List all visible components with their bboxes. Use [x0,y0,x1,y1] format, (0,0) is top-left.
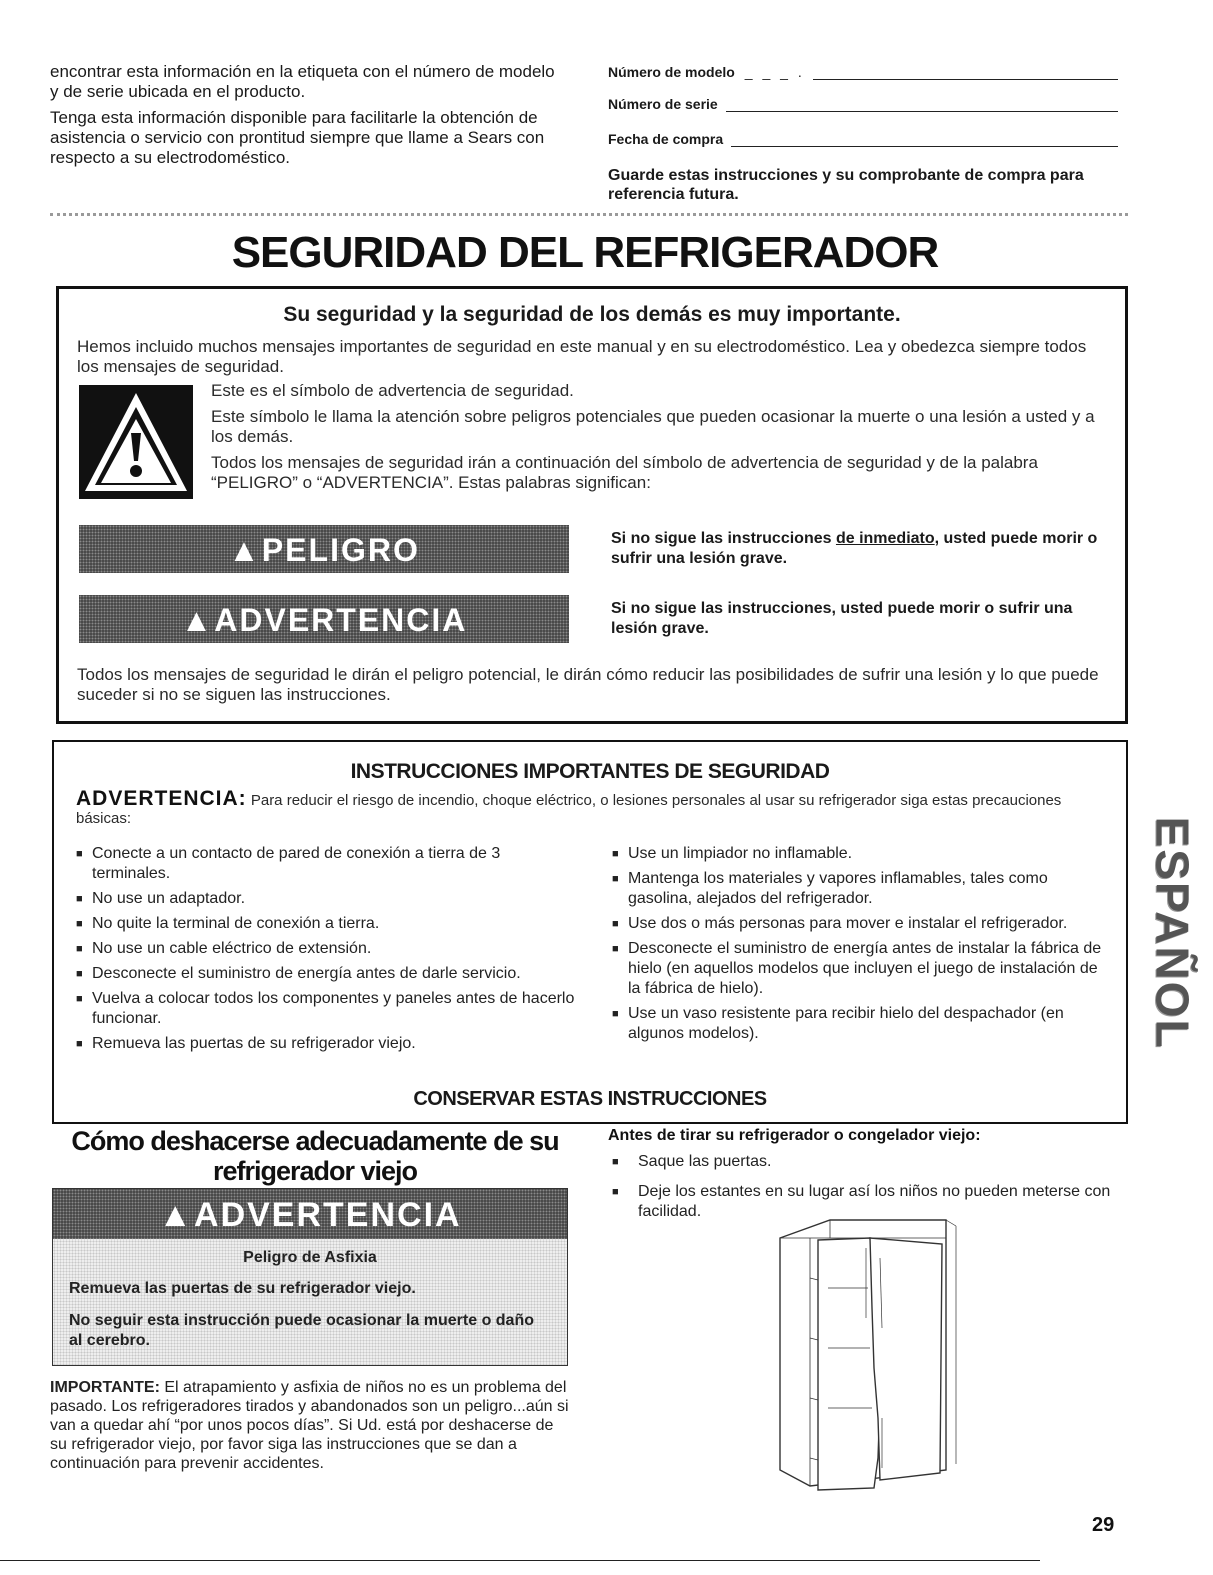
peligro-banner: ▲PELIGRO [79,525,569,573]
safety-subtitle: Su seguridad y la seguridad de los demás es muy importante. [283,303,901,326]
instructions-left-list [76,844,576,1059]
safety-box [56,286,1128,724]
model-number-value: _ _ _ . [744,64,805,80]
peligro-description [611,529,1111,569]
model-number-field [608,64,1118,80]
peligro-text-underlined: de inmediato [835,530,935,547]
list-item: ■ Deje los estantes en su lugar así los niños no pueden meterse con facilidad. [612,1182,1122,1222]
list-item: ■ Use dos o más personas para mover e instalar el refrigerador. [612,914,1104,934]
symbol-line-3: Todos los mensajes de seguridad irán a continuación del símbolo de advertencia de seguridad y de la palabra “PELIGRO” o “ADVERTENCIA”. Estas palabras significan: [211,453,1038,492]
warning-text: Para reducir el riesgo de incendio, choque eléctrico, o lesiones personales al usar su refrigerador siga estas precauciones básicas: [76,792,1062,827]
instructions-box [52,740,1128,1124]
keep-instructions: CONSERVAR ESTAS INSTRUCCIONES [413,1088,767,1110]
bottom-rule [0,1560,1040,1561]
list-item: ■ Vuelva a colocar todos los componentes y paneles antes de hacerlo funcionar. [76,989,576,1029]
intro-paragraph-2: Tenga esta información disponible para facilitarle la obtención de asistencia o servicio con prontitud siempre que llame a Sears con respecto a su electrodoméstico. [50,108,545,167]
intro-paragraph-1: encontrar esta información en la etiqueta con el número de modelo y de serie ubicada en el producto. [50,62,555,101]
purchase-date-line [731,132,1118,147]
symbol-line-2: Este símbolo le llama la atención sobre peligros potenciales que pueden ocasionar la muerte o una lesión a usted y a los demás. [211,407,1095,446]
purchase-date-label: Fecha de compra [608,131,724,147]
serial-number-line [726,97,1118,112]
warning-symbol [79,385,193,499]
list-item: ■ No use un cable eléctrico de extensión. [76,939,576,959]
instructions-right-list [612,844,1104,1049]
hazard-title: Peligro de Asfixia [243,1249,377,1266]
purchase-date-field [608,131,1118,147]
peligro-text-start: Si no sigue las instrucciones [611,530,836,547]
alert-triangle-icon [79,385,193,499]
language-tab-label: ESPAÑOL [1146,816,1199,1049]
warning-word: ADVERTENCIA: [76,787,247,810]
before-disposal-title: Antes de tirar su refrigerador o congelador viejo: [608,1127,981,1144]
page-title: SEGURIDAD DEL REFRIGERADOR [231,228,939,277]
peligro-text-end: , usted puede morir o sufrir una lesión grave. [611,530,1098,567]
list-item: ■ Desconecte el suministro de energía antes de instalar la fábrica de hielo (en aquellos modelos que incluyen el juego de instalación de la fábrica de hielo). [612,939,1104,999]
instructions-title: INSTRUCCIONES IMPORTANTES DE SEGURIDAD [350,760,830,783]
list-item: ■ Remueva las puertas de su refrigerador viejo. [76,1034,576,1054]
list-item: ■ Saque las puertas. [612,1152,1122,1172]
list-item: ■ Use un vaso resistente para recibir hielo del despachador (en algunos modelos). [612,1004,1104,1044]
page-number: 29 [1092,1514,1115,1536]
disposal-warning-banner: ▲ADVERTENCIA [53,1189,567,1239]
advertencia-banner: ▲ADVERTENCIA [79,595,569,643]
keep-receipt-note: Guarde estas instrucciones y su comprobante de compra para referencia futura. [608,167,1084,203]
instructions-warning [76,787,1106,828]
list-item: ■ Mantenga los materiales y vapores inflamables, tales como gasolina, alejados del refrigerador. [612,869,1104,909]
list-item: ■ Desconecte el suministro de energía antes de darle servicio. [76,964,576,984]
list-item: ■ No quite la terminal de conexión a tierra. [76,914,576,934]
model-number-line [813,65,1118,80]
serial-number-label: Número de serie [608,96,718,112]
serial-number-field [608,96,1118,112]
disposal-title: Cómo deshacerse adecuadamente de su refrigerador viejo [71,1126,559,1186]
language-tab [1146,815,1199,1050]
list-item: ■ Use un limpiador no inflamable. [612,844,1104,864]
safety-intro: Hemos incluido muchos mensajes importantes de seguridad en este manual y en su electrodoméstico. Lea y obedezca siempre todos los mensajes de seguridad. [77,337,1087,376]
safety-footer: Todos los mensajes de seguridad le dirán el peligro potencial, le dirán cómo reducir las posibilidades de sufrir una lesión y lo que puede suceder si no se siguen las instrucciones. [77,665,1099,704]
disposal-warning-box [52,1188,568,1366]
dotted-divider [50,213,1128,216]
intro-text [50,62,560,168]
list-item: ■ No use un adaptador. [76,889,576,909]
advertencia-description: Si no sigue las instrucciones, usted puede morir o sufrir una lesión grave. [611,600,1073,637]
important-text: El atrapamiento y asfixia de niños no es un problema del pasado. Los refrigeradores tirados y abandonados son un peligro...aún si van a quedar ahí “por unos pocos días”. Si Ud. está por deshacerse de su refrigerador viejo, por favor siga las instrucciones que se dan a continuación para prevenir accidentes. [50,1379,569,1472]
list-item: ■ Conecte a un contacto de pared de conexión a tierra de 3 terminales. [76,844,576,884]
before-disposal-list [612,1152,1122,1227]
hazard-line-1: Remueva las puertas de su refrigerador viejo. [69,1280,416,1297]
important-paragraph [50,1378,570,1473]
model-number-label: Número de modelo [608,64,735,80]
symbol-description [211,381,1111,493]
symbol-line-1: Este es el símbolo de advertencia de seguridad. [211,381,574,400]
hazard-line-2: No seguir esta instrucción puede ocasionar la muerte o daño al cerebro. [69,1312,534,1349]
important-label: IMPORTANTE: [50,1379,160,1396]
refrigerator-illustration [770,1218,966,1498]
